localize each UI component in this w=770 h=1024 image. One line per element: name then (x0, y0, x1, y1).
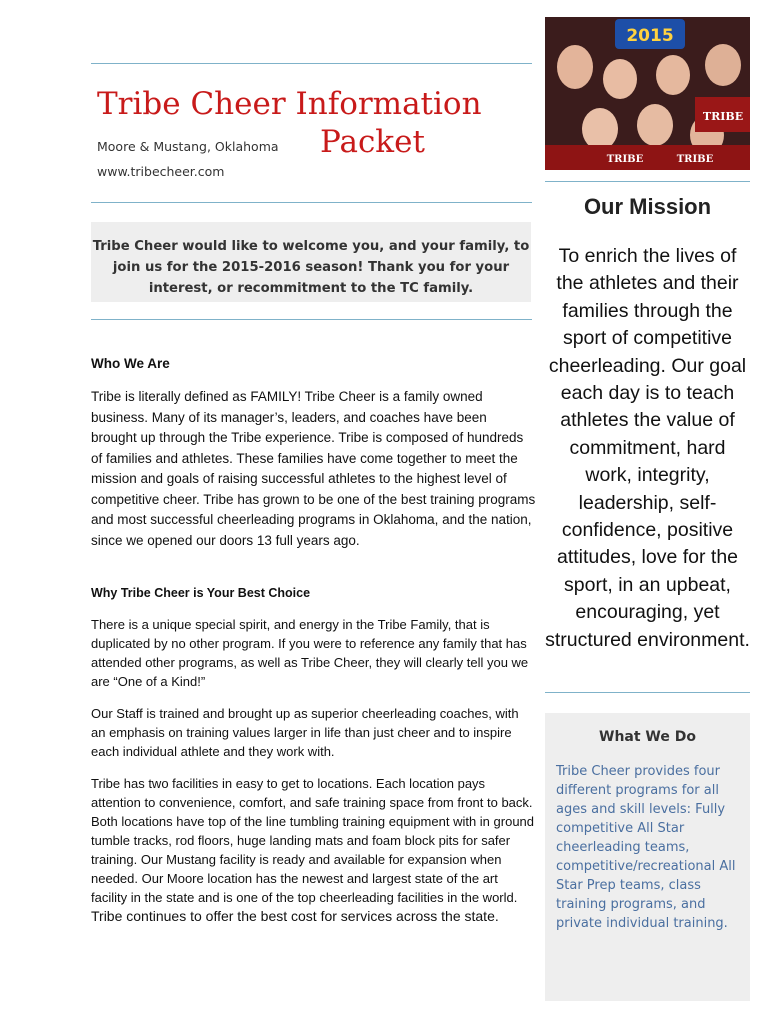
team-photo (545, 17, 750, 170)
website-text: www.tribecheer.com (97, 164, 225, 179)
why-tribe-paragraph-1: There is a unique special spirit, and energy in the Tribe Family, that is duplicated by no other program. If you were to reference any family that has attended other programs, as well as Tribe Cheer, they will clearly tell you we are “One of a Kind!” (91, 617, 529, 689)
why-tribe-paragraph-3 (91, 774, 536, 926)
why-tribe-heading: Why Tribe Cheer is Your Best Choice (91, 586, 311, 600)
shirt-logo: TRIBE (702, 110, 744, 123)
top-rule (91, 63, 532, 64)
page-title-line2: Packet (320, 124, 425, 160)
sidebar-top-rule (545, 181, 750, 182)
shirt-logo-3: TRIBE (676, 154, 714, 165)
who-we-are-heading: Who We Are (91, 356, 170, 371)
header-bottom-rule (91, 202, 532, 203)
mission-text: To enrich the lives of the athletes and their families through the sport of competitive cheerleading. Our goal each day is to teach athletes the value of commitment, hard work, integrity, leadership, self-confidence, positive attitudes, love for the sport, in an upbeat, encouraging, yet structured environment. (545, 245, 750, 651)
page-title: Tribe Cheer Information (97, 86, 482, 122)
welcome-bottom-rule (91, 319, 532, 320)
sidebar-mission-rule (545, 692, 750, 693)
what-we-do-heading: What We Do (599, 729, 696, 745)
why-tribe-paragraph-2: Our Staff is trained and brought up as superior cheerleading coaches, with an emphasis on training values larger in life than just cheer and to inspire each individual athlete and they work with. (91, 706, 519, 759)
team-photo-illustration (545, 17, 750, 170)
why-tribe-paragraph-3-main: Tribe has two facilities in easy to get to locations. Each location pays attention to convenience, comfort, and safe training space from front to back. Both locations have top of the line tumbling training equipment with in ground tumble tracks, rod floors, huge landing mats and foam block pits for safer training. Our Mustang facility is ready and available for expansion when needed. Our Moore location has the newest and largest state of the art facility in the state and is one of the top cheerleading facilities in the world. (91, 776, 535, 905)
what-we-do-text: Tribe Cheer provides four different programs for all ages and skill levels: Fully competitive All Star cheerleading teams, competitive/recreational All Star Prep teams, class training programs, and private individual training. (556, 764, 736, 931)
welcome-text: Tribe Cheer would like to welcome you, and your family, to join us for the 2015-2016 season! Thank you for your interest, or recommitment to the TC family. (92, 239, 530, 296)
who-we-are-body: Tribe is literally defined as FAMILY! Tribe Cheer is a family owned business. Many of its manager’s, leaders, and coaches have been brought up through the Tribe experience. Tribe is composed of hundreds of families and athletes. These families have come together to meet the mission and goals of raising successful athletes to the highest level of competitive cheer. Tribe has grown to be one of the best training programs and most successful cheerleading programs in Oklahoma, and the nation, since we opened our doors 13 full years ago. (91, 389, 536, 548)
shirt-logo-2: TRIBE (606, 154, 644, 165)
location-text: Moore & Mustang, Oklahoma (97, 139, 279, 154)
why-tribe-paragraph-3-end: Tribe continues to offer the best cost for services across the state. (91, 908, 499, 924)
mission-heading: Our Mission (583, 194, 712, 219)
banner-year: 2015 (626, 26, 674, 46)
